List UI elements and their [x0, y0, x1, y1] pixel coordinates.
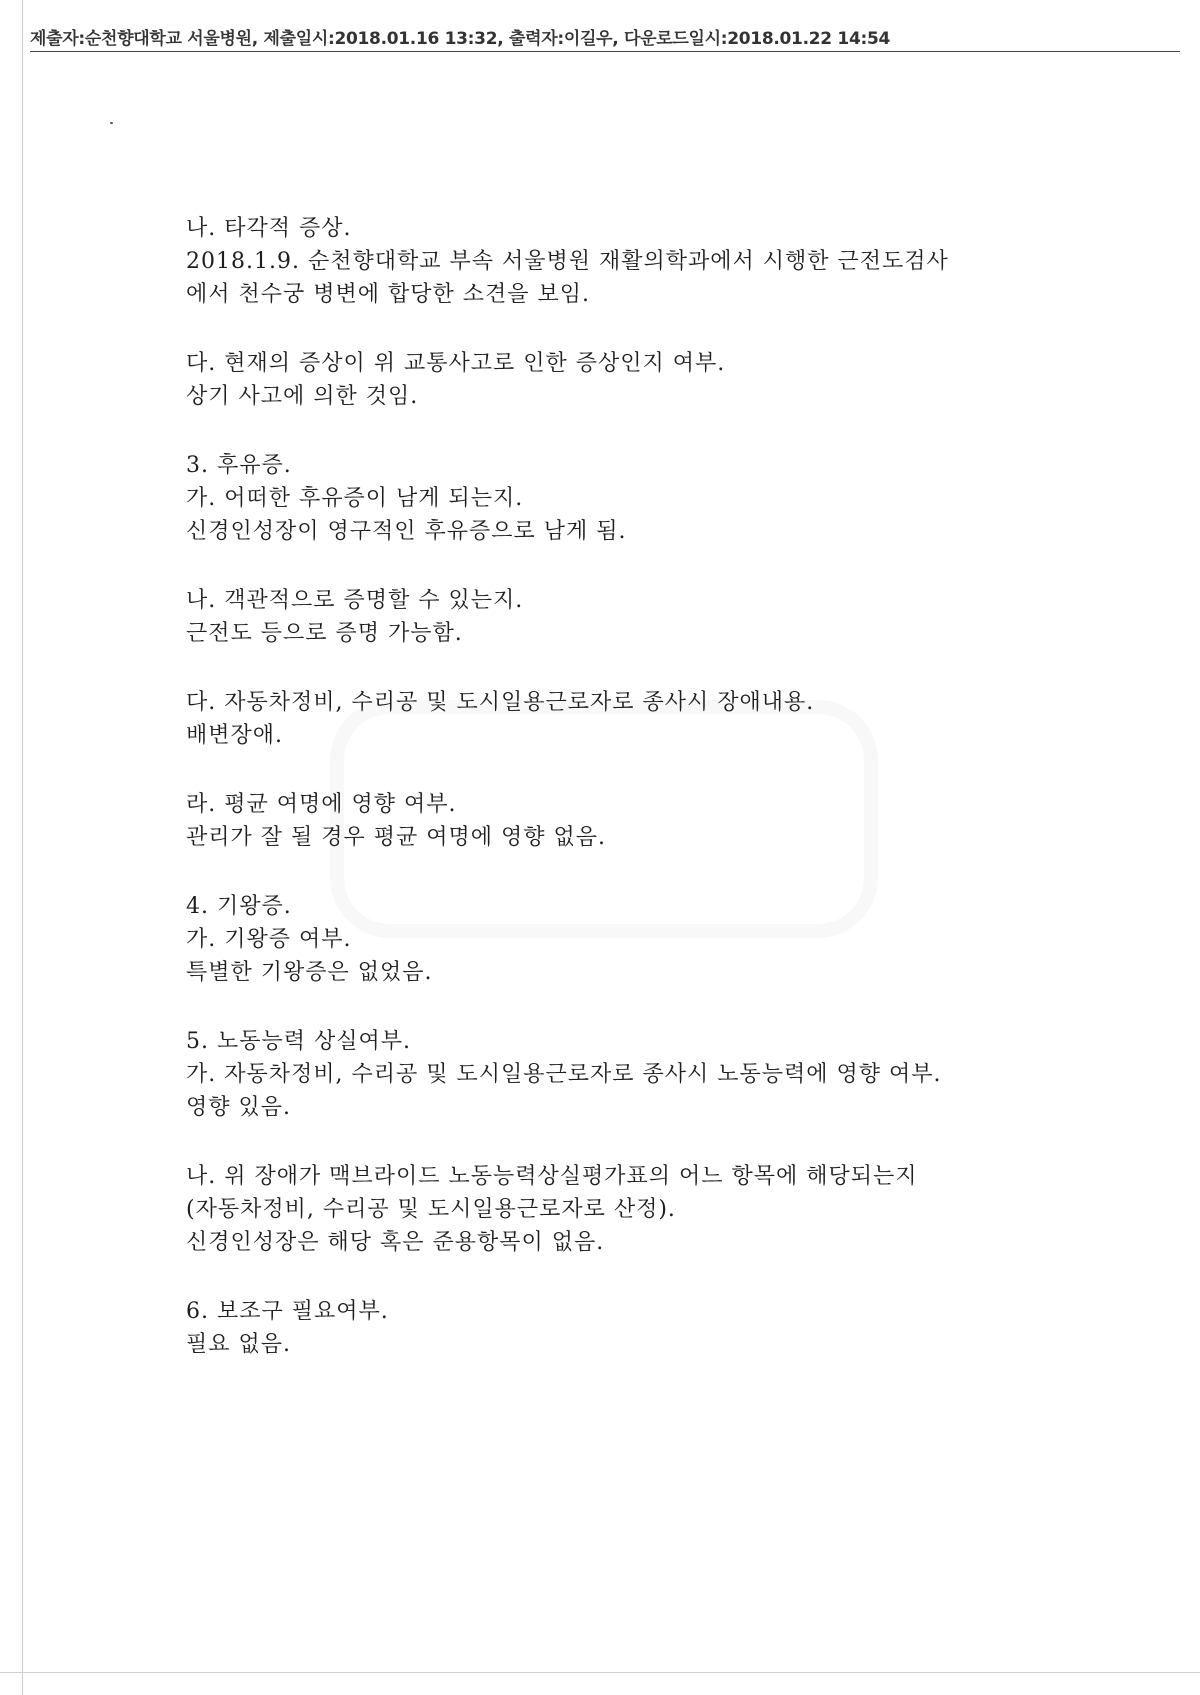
section-assistive-device: [186, 1295, 1026, 1361]
text-line: 필요 없음.: [186, 1332, 291, 1357]
section-work-capacity-loss: [186, 1025, 1026, 1124]
section-preexisting-condition: [186, 890, 1026, 989]
text-line: 배변장애.: [186, 723, 284, 748]
document-body: [186, 212, 1026, 1397]
section-sequelae: [186, 449, 1026, 548]
text-line: 근전도 등으로 증명 가능함.: [186, 621, 463, 646]
text-line: 2018.1.9. 순천향대학교 부속 서울병원 재활의학과에서 시행한 근전도검사: [186, 249, 949, 274]
text-line: 나. 타각적 증상.: [186, 216, 352, 241]
text-line: 신경인성장이 영구적인 후유증으로 남게 됨.: [186, 519, 627, 544]
scan-edge-left: [22, 0, 23, 1695]
text-line: 3. 후유증.: [186, 453, 292, 478]
text-line: 신경인성장은 해당 혹은 준용항목이 없음.: [186, 1230, 605, 1255]
submission-header: 제출자:순천향대학교 서울병원, 제출일시:2018.01.16 13:32, 출력자:이길우, 다운로드일시:2018.01.22 14:54: [30, 24, 1180, 52]
text-line: 다. 자동차정비, 수리공 및 도시일용근로자로 종사시 장애내용.: [186, 690, 815, 715]
text-line: 가. 기왕증 여부.: [186, 927, 352, 952]
text-line: 다. 현재의 증상이 위 교통사고로 인한 증상인지 여부.: [186, 351, 726, 376]
scan-speck: [110, 122, 113, 124]
text-line: 영향 있음.: [186, 1095, 291, 1120]
section-disability-content: [186, 686, 1026, 752]
text-line: 상기 사고에 의한 것임.: [186, 384, 419, 409]
section-life-expectancy: [186, 788, 1026, 854]
section-accident-causation: [186, 347, 1026, 413]
section-objective-symptoms: [186, 212, 1026, 311]
text-line: 4. 기왕증.: [186, 894, 292, 919]
text-line: 가. 어떠한 후유증이 남게 되는지.: [186, 486, 524, 511]
text-line: 5. 노동능력 상실여부.: [186, 1029, 411, 1054]
text-line: 특별한 기왕증은 없었음.: [186, 960, 433, 985]
text-line: 관리가 잘 될 경우 평균 여명에 영향 없음.: [186, 825, 606, 850]
text-line: (자동차정비, 수리공 및 도시일용근로자로 산정).: [186, 1197, 676, 1222]
scan-edge-bottom: [0, 1672, 1200, 1673]
section-mcbride-classification: [186, 1160, 1026, 1259]
text-line: 6. 보조구 필요여부.: [186, 1299, 389, 1324]
text-line: 나. 객관적으로 증명할 수 있는지.: [186, 588, 524, 613]
text-line: 라. 평균 여명에 영향 여부.: [186, 792, 457, 817]
text-line: 나. 위 장애가 맥브라이드 노동능력상실평가표의 어느 항목에 해당되는지: [186, 1164, 918, 1189]
text-line: 가. 자동차정비, 수리공 및 도시일용근로자로 종사시 노동능력에 영향 여부.: [186, 1062, 942, 1087]
text-line: 에서 천수궁 병변에 합당한 소견을 보임.: [186, 282, 590, 307]
section-objective-proof: [186, 584, 1026, 650]
